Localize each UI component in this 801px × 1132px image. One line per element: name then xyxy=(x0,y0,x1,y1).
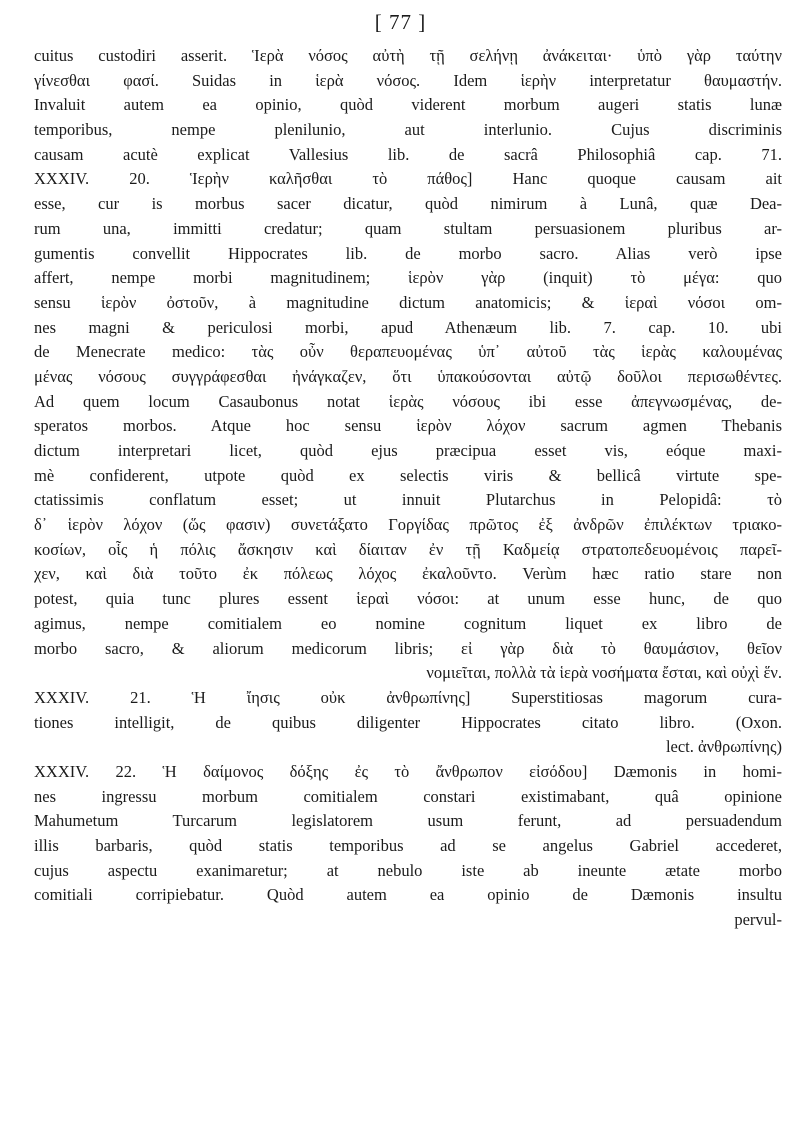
text-line: δ᾽ ἱερὸν λόχον (ὥς φασιν) συνετάξατο Γοργίδας πρῶτος ἐξ ἀνδρῶν ἐπιλέκτων τριακο- xyxy=(34,515,782,535)
text-line: lect. ἀνθρωπίνης) xyxy=(665,737,782,757)
text-line: XXXIV. 22. Ἡ δαίμονος δόξης ἐς τὸ ἄνθρωπον εἰσόδου] Dæmonis in homi- xyxy=(34,761,782,781)
text-line: ctatissimis conflatum esset; ut innuit Plutarchus in Pelopidâ: τὸ xyxy=(34,490,782,510)
body-text xyxy=(34,44,782,933)
text-line: sensu ἱερὸν ὀστοῦν, à magnitudine dictum anatomicis; & ἱεραὶ νόσοι om- xyxy=(34,292,782,312)
text-line: cujus aspectu exanimaretur; at nebulo iste ab ineunte ætate morbo xyxy=(34,860,782,880)
text-line: γίνεσθαι φασί. Suidas in ἱερὰ νόσος. Idem ἱερὴν interpretatur θαυμαστήν. xyxy=(34,70,782,90)
text-line: affert, nempe morbi magnitudinem; ἱερὸν γὰρ (inquit) τὸ μέγα: quo xyxy=(34,268,782,288)
text-line: esse, cur is morbus sacer dicatur, quòd nimirum à Lunâ, quæ Dea- xyxy=(34,194,782,214)
text-line: dictum interpretari licet, quòd ejus præcipua esset vis, eóque maxi- xyxy=(34,441,782,460)
text-line: cuitus custodiri asserit. Ἱερὰ νόσος αὐτὴ τῇ σελήνῃ ἀνάκειται· ὑπὸ γὰρ ταύτην xyxy=(34,46,782,65)
text-line: νομιεῖται, πολλὰ τὰ ἱερὰ νοσήματα ἔσται, καὶ οὐχὶ ἕν. xyxy=(426,663,782,683)
text-line: morbo sacro, & aliorum medicorum libris; εἰ γὰρ διὰ τὸ θαυμάσιον, θεῖον xyxy=(34,638,782,658)
text-line: Ad quem locum Casaubonus notat ἱερὰς νόσους ibi esse ἀπεγνωσμένας, de- xyxy=(34,391,782,411)
text-line: comitiali corripiebatur. Quòd autem ea opinio de Dæmonis insultu xyxy=(34,885,782,905)
text-line: Mahumetum Turcarum legislatorem usum ferunt, ad persuadendum xyxy=(34,811,782,831)
text-line: potest, quia tunc plures essent ἱεραὶ νόσοι: at unum esse hunc, de quo xyxy=(34,589,782,609)
text-line: mè confiderent, utpote quòd ex selectis viris & bellicâ virtute spe- xyxy=(34,465,782,485)
text-line: speratos morbos. Atque hoc sensu ἱερὸν λόχον sacrum agmen Thebanis xyxy=(34,416,782,436)
text-line: χεν, καὶ διὰ τοῦτο ἐκ πόλεως λόχος ἐκαλοῦντο. Verùm hæc ratio stare non xyxy=(34,564,782,584)
text-line: causam acutè explicat Vallesius lib. de sacrâ Philosophiâ cap. 71. xyxy=(34,144,782,164)
text-line: agimus, nempe comitialem eo nomine cognitum liquet ex libro de xyxy=(34,613,782,633)
text-line: rum una, immitti credatur; quam stultam persuasionem pluribus ar- xyxy=(34,218,782,238)
text-line: XXXIV. 20. Ἱερὴν καλῆσθαι τὸ πάθος] Hanc quoque causam ait xyxy=(34,169,782,189)
text-line: de Menecrate medico: τὰς οὖν θεραπευομένας ὑπ᾽ αὐτοῦ τὰς ἱερὰς καλουμένας xyxy=(34,342,782,362)
text-line: illis barbaris, quòd statis temporibus ad se angelus Gabriel accederet, xyxy=(34,836,782,855)
text-line: XXXIV. 21. Ἡ ἴησις οὐκ ἀνθρωπίνης] Superstitiosas magorum cura- xyxy=(34,687,782,707)
text-line: κοσίων, οἷς ἡ πόλις ἄσκησιν καὶ δίαιταν ἐν τῇ Καδμείᾳ στρατοπεδευομένοις παρεῖ- xyxy=(34,539,782,559)
text-line: temporibus, nempe plenilunio, aut interlunio. Cujus discriminis xyxy=(34,120,782,140)
text-line: nes ingressu morbum comitialem constari existimabant, quâ opinione xyxy=(34,786,782,806)
text-line: Invaluit autem ea opinio, quòd viderent morbum augeri statis lunæ xyxy=(34,95,782,115)
text-line: gumentis convellit Hippocrates lib. de morbo sacro. Alias verò ipse xyxy=(34,243,782,263)
page-number: [ 77 ] xyxy=(374,10,427,34)
text-line: tiones intelligit, de quibus diligenter Hippocrates citato libro. (Oxon. xyxy=(34,712,782,732)
catchword: pervul- xyxy=(734,910,782,930)
text-line: μένας νόσους συγγράφεσθαι ἠνάγκαζεν, ὅτι ὑπακούσονται αὐτῷ δοῦλοι περισωθέντες. xyxy=(34,366,782,386)
text-line: nes magni & periculosi morbi, apud Athenæum lib. 7. cap. 10. ubi xyxy=(34,317,782,337)
